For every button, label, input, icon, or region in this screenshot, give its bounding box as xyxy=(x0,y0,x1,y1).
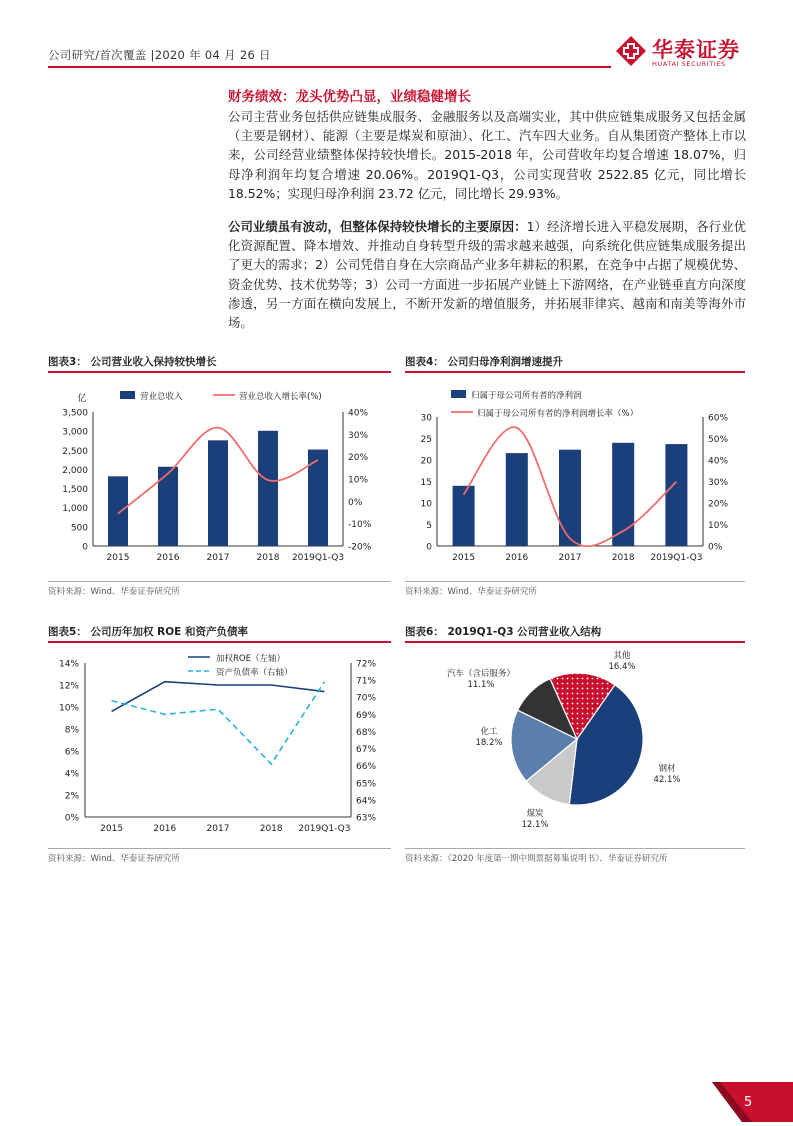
fig5-ytick-left: 4% xyxy=(64,769,79,780)
fig4-legend-bar-swatch xyxy=(451,390,466,398)
section-subtitle: 财务绩效：龙头优势凸显，业绩稳健增长 xyxy=(228,89,471,105)
fig5-legend-roe: 加权ROE（左轴） xyxy=(216,654,285,664)
fig5-ytick-right: 64% xyxy=(356,796,377,807)
fig4-ytick-right: 10% xyxy=(708,521,729,531)
fig4-ytick-left: 30 xyxy=(420,413,432,424)
fig6-slice-pct: 11.1% xyxy=(467,680,495,690)
fig4-ytick-right: 50% xyxy=(708,435,729,445)
fig5-roe-line xyxy=(112,682,325,712)
fig4-ytick-right: 40% xyxy=(708,456,729,467)
fig4-ytick-left: 15 xyxy=(420,478,432,488)
fig4-xtick: 2015 xyxy=(452,553,476,563)
page-number: 5 xyxy=(744,1095,753,1110)
fig6-title-rule xyxy=(405,641,745,643)
fig3-ytick-left: 1,500 xyxy=(62,485,88,496)
fig3-ytick-left: 2,500 xyxy=(62,446,88,457)
fig4-chart xyxy=(405,378,745,578)
fig3-unit-label: 亿 xyxy=(77,394,87,404)
fig6-slice-label: 化工 xyxy=(480,727,498,737)
fig4-xtick: 2016 xyxy=(505,553,529,563)
fig3-legend-bar: 营业总收入 xyxy=(140,392,183,402)
fig3-ytick-right: 10% xyxy=(348,475,369,486)
fig4-ytick-left: 5 xyxy=(426,521,432,531)
fig5-ytick-right: 69% xyxy=(356,710,377,721)
fig4-ytick-right: 0% xyxy=(708,542,723,553)
fig3-xtick: 2015 xyxy=(106,553,130,563)
fig3-xtick: 2018 xyxy=(256,553,280,563)
paragraph-2-body: 1）经济增长进入平稳发展期，各行业优化资源配置、降本增效、并推动自身转型升级的需求越来越强，向系统化供应链集成服务提出了更大的需求；2）公司凭借自身在大宗商品产业多年耕耘的积累，在竞争中占据了规模优势、资金优势、技术优势等；3）公司一方面进一步拓展产业链上下游网络，在产业链垂直方向深度渗透，另一方面在横向发展上，不断开发新的增值服务，并拓展菲律宾、越南和南美等海外市场。 xyxy=(228,219,747,331)
fig3-chart xyxy=(48,378,391,578)
fig5-chart xyxy=(48,646,391,836)
fig6-slice-label: 其他 xyxy=(613,651,631,661)
fig3-ytick-left: 3,000 xyxy=(62,427,88,438)
brand-name-cn: 华泰证券 xyxy=(652,38,740,62)
fig5-legend-debt: 资产负债率（右轴） xyxy=(216,668,293,678)
fig5-xtick: 2017 xyxy=(206,824,230,834)
fig3-ytick-right: 0% xyxy=(348,497,363,508)
fig4-ytick-right: 60% xyxy=(708,413,729,424)
header-rule xyxy=(48,66,611,68)
fig3-ytick-left: 3,500 xyxy=(62,408,88,419)
fig5-ytick-right: 72% xyxy=(356,659,377,670)
fig3-title-rule xyxy=(48,371,391,373)
logo-mark-icon xyxy=(614,34,648,68)
fig3-bar xyxy=(208,440,228,546)
fig5-xtick: 2019Q1-Q3 xyxy=(298,824,351,834)
fig4-ytick-left: 10 xyxy=(420,499,432,510)
fig3-title: 图表3： 公司营业收入保持较快增长 xyxy=(48,356,217,368)
fig5-ytick-right: 66% xyxy=(356,762,377,773)
fig4-legend-bar: 归属于母公司所有者的净利润 xyxy=(471,391,582,401)
fig4-bar xyxy=(665,444,687,546)
fig3-ytick-right: -20% xyxy=(348,542,372,553)
fig6-slice-label: 钢材 xyxy=(658,764,676,774)
fig4-ytick-left: 25 xyxy=(420,435,432,445)
fig6-slice-pct: 42.1% xyxy=(653,775,681,785)
fig5-ytick-left: 6% xyxy=(64,747,79,758)
fig6-slice-label: 煤炭 xyxy=(526,809,544,819)
fig4-bar xyxy=(559,450,581,546)
fig4-ytick-right: 20% xyxy=(708,499,729,510)
fig3-bar xyxy=(108,476,128,546)
fig4-title: 图表4： 公司归母净利润增速提升 xyxy=(405,356,563,368)
fig4-ytick-right: 30% xyxy=(708,478,729,488)
fig6-source-rule xyxy=(405,848,745,849)
fig3-ytick-left: 2,000 xyxy=(62,465,88,476)
fig5-xtick: 2016 xyxy=(153,824,177,834)
fig5-ytick-left: 12% xyxy=(58,681,79,692)
fig3-legend-bar-swatch xyxy=(120,391,135,399)
fig3-bar xyxy=(258,431,278,546)
fig5-ytick-right: 63% xyxy=(356,813,377,824)
fig3-ytick-right: 30% xyxy=(348,430,369,441)
fig5-ytick-right: 68% xyxy=(356,727,377,738)
fig5-ytick-right: 65% xyxy=(356,779,377,790)
fig5-ytick-left: 2% xyxy=(64,791,79,802)
paragraph-1: 公司主营业务包括供应链集成服务、金融服务以及高端实业，其中供应链集成服务又包括金属（主要是钢材）、能源（主要是煤炭和原油）、化工、汽车四大业务。自从集团资产整体上市以来，公司经营业绩整体保持较快增长。2015-2018 年，公司营收年均复合增速 18.07%，归母净利润年均复合增速 20.06%。2019Q1-Q3，公司实现营收 2522.85 亿元，同比增长 18.52%；实现归母净利润 23.72 亿元，同比增长 29.93%。 xyxy=(228,109,746,201)
fig5-ytick-right: 71% xyxy=(356,676,377,687)
fig5-ytick-left: 14% xyxy=(58,659,79,670)
fig3-ytick-left: 500 xyxy=(70,523,88,534)
fig6-source: 资料来源：《2020 年度第一期中期票据募集说明书》、华泰证券研究所 xyxy=(405,854,668,864)
paragraph-2 xyxy=(228,217,746,332)
fig4-source: 资料来源：Wind、华泰证券研究所 xyxy=(405,587,537,597)
header-text: 公司研究/首次覆盖 |2020 年 04 月 26 日 xyxy=(48,48,271,62)
fig3-ytick-right: -10% xyxy=(348,520,372,531)
fig6-slice-label: 汽车（含后服务） xyxy=(446,669,516,679)
fig6-slice-pct: 18.2% xyxy=(475,738,503,748)
fig4-xtick: 2018 xyxy=(611,553,635,563)
fig4-ytick-left: 0 xyxy=(426,542,432,553)
fig5-xtick: 2018 xyxy=(259,824,283,834)
fig3-xtick: 2017 xyxy=(206,553,230,563)
fig6-slice-pct: 16.4% xyxy=(608,662,636,672)
brand-name-en: HUATAI SECURITIES xyxy=(652,60,726,68)
fig5-ytick-right: 70% xyxy=(356,693,377,704)
fig3-source: 资料来源：Wind、华泰证券研究所 xyxy=(48,587,180,597)
fig6-chart xyxy=(405,646,745,836)
fig5-title: 图表5： 公司历年加权 ROE 和资产负债率 xyxy=(48,626,248,638)
fig3-xtick: 2016 xyxy=(156,553,180,563)
fig3-ytick-right: 20% xyxy=(348,453,369,464)
fig3-ytick-right: 40% xyxy=(348,408,369,419)
fig4-legend-line: 归属于母公司所有者的净利润增长率（%） xyxy=(477,409,639,419)
paragraph-2-lead: 公司业绩虽有波动，但整体保持较快增长的主要原因： xyxy=(228,219,527,234)
page-number-tab xyxy=(712,1082,793,1122)
fig4-xtick: 2019Q1-Q3 xyxy=(650,553,703,563)
fig4-title-rule xyxy=(405,371,745,373)
fig5-ytick-left: 8% xyxy=(64,725,79,736)
fig5-ytick-left: 0% xyxy=(64,813,79,824)
fig3-legend-line: 营业总收入增长率(%) xyxy=(239,392,322,402)
fig3-source-rule xyxy=(48,581,391,582)
fig6-slice-pct: 12.1% xyxy=(521,820,549,830)
fig4-xtick: 2017 xyxy=(558,553,582,563)
fig5-xtick: 2015 xyxy=(100,824,124,834)
fig4-bar xyxy=(506,453,528,546)
fig4-bar xyxy=(453,486,475,546)
fig3-xtick: 2019Q1-Q3 xyxy=(291,553,345,563)
fig5-title-rule xyxy=(48,641,391,643)
fig4-ytick-left: 20 xyxy=(420,456,432,467)
fig3-ytick-left: 0 xyxy=(82,542,88,553)
fig5-ytick-right: 67% xyxy=(356,745,377,756)
fig6-title: 图表6： 2019Q1-Q3 公司营业收入结构 xyxy=(405,626,602,638)
fig4-source-rule xyxy=(405,581,745,582)
fig5-ytick-left: 10% xyxy=(58,703,79,714)
fig5-source: 资料来源：Wind、华泰证券研究所 xyxy=(48,854,180,864)
fig3-ytick-left: 1,000 xyxy=(62,504,88,515)
brand-logo xyxy=(614,32,749,72)
fig5-source-rule xyxy=(48,848,391,849)
